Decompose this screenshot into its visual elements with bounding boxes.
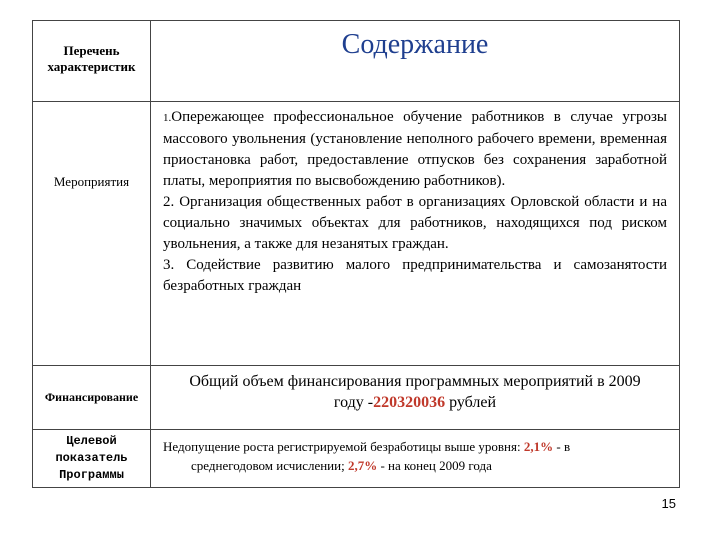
header-left-line1: Перечень	[63, 43, 120, 58]
financing-line2	[163, 392, 667, 413]
target-row	[33, 429, 679, 487]
measures-label-cell	[33, 101, 151, 365]
measure-item-1	[163, 107, 667, 192]
financing-row	[33, 365, 679, 429]
target-line1	[163, 437, 667, 456]
target-label-cell	[33, 429, 151, 487]
financing-line2-prefix: году -	[333, 394, 374, 411]
measure-item-2: 2. Организация общественных работ в организациях Орловской области и на социально значимых объектах для работников, находящихся под риском увольнения, а также для незанятых граждан.	[163, 194, 667, 252]
measures-row	[33, 101, 679, 365]
financing-amount: 220320036	[373, 394, 446, 411]
target-text-part1: Недопущение роста регистрируемой безработицы выше уровня:	[163, 439, 524, 454]
header-content-title: Содержание	[341, 29, 489, 60]
financing-line1: Общий объем финансирования программных мероприятий в 2009	[189, 373, 641, 390]
target-text	[163, 437, 667, 475]
target-line2	[163, 456, 667, 475]
target-label-line2: показатель	[55, 451, 128, 465]
header-left-cell	[33, 21, 151, 101]
measures-label: Мероприятия	[53, 174, 130, 189]
target-value-avg: 2,1%	[523, 439, 554, 454]
target-label-line1: Целевой	[66, 434, 117, 448]
financing-content-cell	[151, 365, 679, 429]
measures-content-cell	[151, 101, 679, 365]
target-text-part4: - на конец 2009 года	[377, 458, 492, 473]
target-label-line3: Программы	[59, 468, 124, 482]
financing-line2-suffix: рублей	[445, 394, 497, 411]
header-left-label	[33, 43, 150, 75]
page-number: 15	[661, 496, 676, 511]
target-value-year-end: 2,7%	[347, 458, 378, 473]
financing-text	[163, 371, 667, 413]
measures-list	[163, 107, 667, 297]
characteristics-table	[32, 20, 680, 488]
measure-item-1-text: Опережающее профессиональное обучение работников в случае угрозы массового увольнения (установление неполного рабочего времени, временная приостановка работ, предоставление отпусков без сохранения заработной платы, мероприятия по высвобождению работников).	[163, 109, 667, 189]
measure-item-1-number: 1.	[163, 112, 172, 124]
header-left-line2: характеристик	[47, 59, 136, 74]
financing-label-cell	[33, 365, 151, 429]
financing-label: Финансирование	[44, 390, 139, 404]
target-text-part2: - в	[553, 439, 571, 454]
target-label	[33, 433, 150, 484]
measure-item-3: 3. Содействие развитию малого предпринимательства и самозанятости безработных граждан	[163, 257, 667, 294]
target-text-part3: среднегодовом исчислении;	[191, 458, 348, 473]
target-content-cell	[151, 429, 679, 487]
header-right-cell	[151, 21, 679, 101]
header-row	[33, 21, 679, 101]
